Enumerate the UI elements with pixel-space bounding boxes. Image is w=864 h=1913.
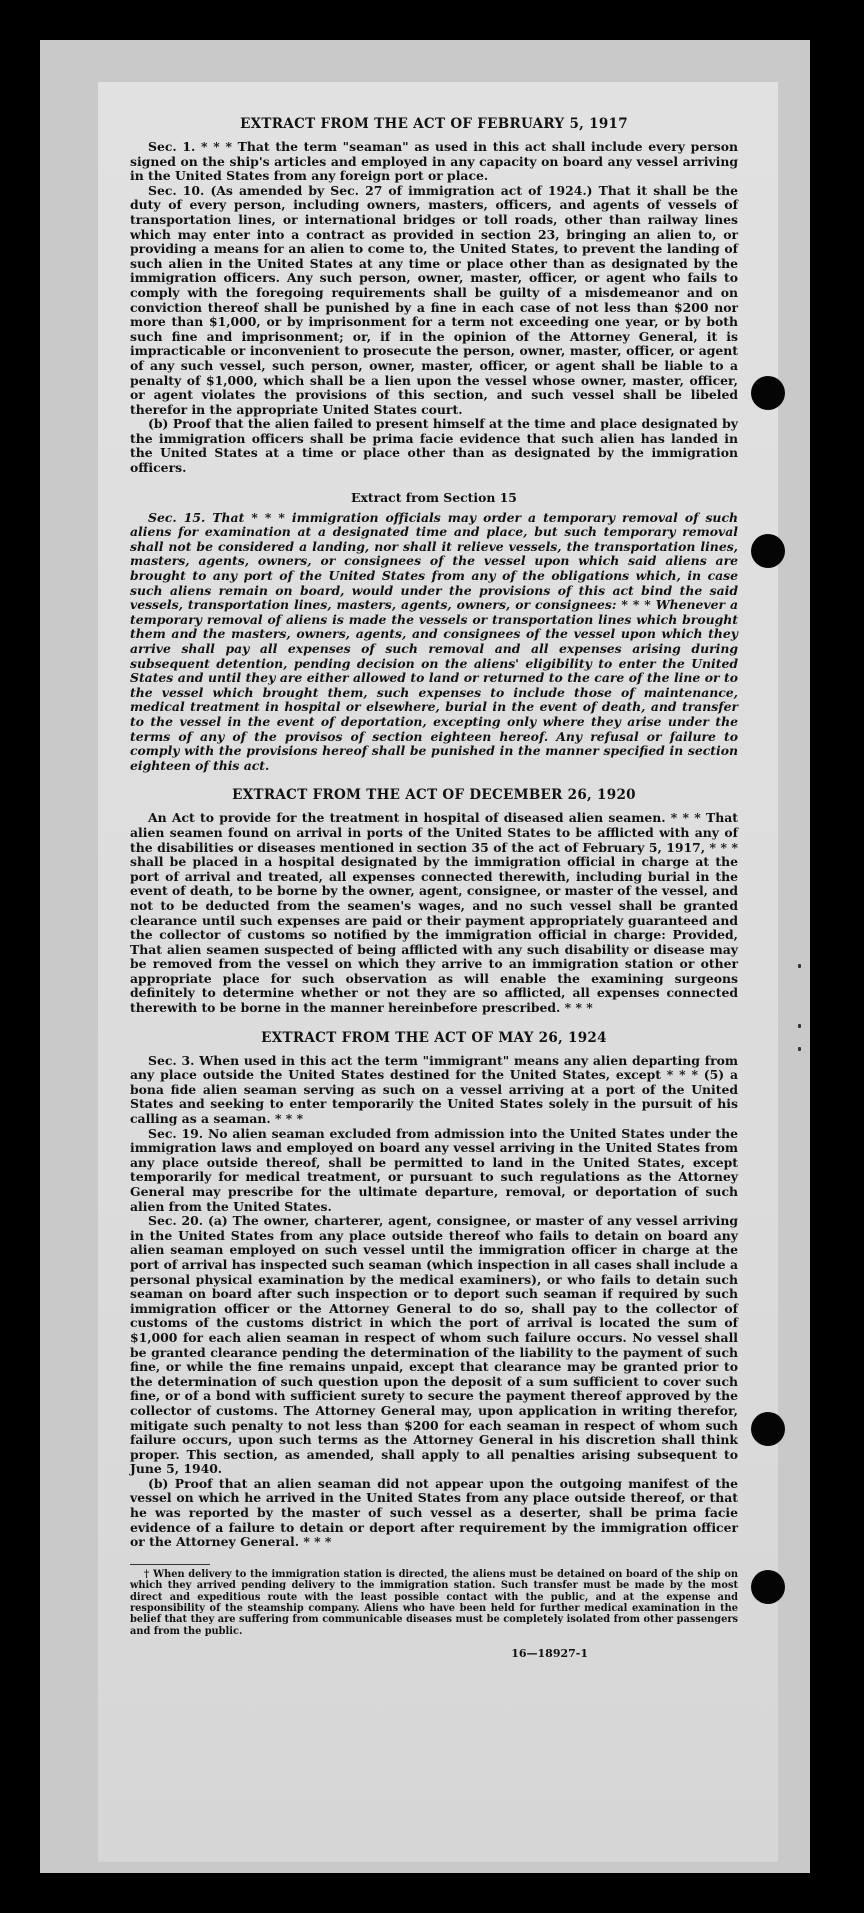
document-page bbox=[98, 82, 778, 1862]
punch-hole-3 bbox=[751, 1412, 785, 1446]
scan-speck-1 bbox=[798, 964, 801, 968]
scan-speck-3 bbox=[798, 1047, 801, 1051]
paragraph-sec-15: Sec. 15. That * * * immigration officials may order a temporary removal of such aliens for examination at a designated time and place, but such temporary removal shall not be considered a landing, nor shall it relieve vessels, the transportation lines, masters, agents, owners, or consignees of the vessel upon which said aliens are brought to any port of the United States from any of the obligations which, in case such aliens remain on board, would under the provisions of this act bind the said vessels, transportation lines, masters, agents, owners, or consignees: * * * Whenever a temporary removal of aliens is made the vessels or transportation lines which brought them and the masters, owners, agents, and consignees of the vessel upon which they arrive shall pay all expenses of such removal and all expenses arising during subsequent detention, pending decision on the aliens' eligibility to enter the United States and until they are either allowed to land or returned to the care of the line or to the vessel which brought them, such expenses to include those of maintenance, medical treatment in hospital or elsewhere, burial in the event of death, and transfer to the vessel in the event of deportation, excepting only where they arise under the terms of any of the provisos of section eighteen hereof. Any refusal or failure to comply with the provisions hereof shall be punished in the manner specified in section eighteen of this act. bbox=[130, 509, 738, 773]
footnote-text: † When delivery to the immigration station is directed, the aliens must be detained on board of the ship on which they arrived pending delivery to the immigration station. Such transfer must be made by the most direct and expeditious route with the least possible contact with the public, and at the expense and responsibility of the steamship company. Aliens who have been held for further medical examination in the belief that they are suffering from communicable diseases must be completely isolated from other passengers and from the public. bbox=[130, 1568, 738, 1637]
form-code: 16—18927-1 bbox=[511, 1647, 588, 1661]
punch-hole-4 bbox=[751, 1570, 785, 1604]
heading-act-1920: EXTRACT FROM THE ACT OF DECEMBER 26, 1920 bbox=[232, 787, 636, 804]
paragraph-act-1920: An Act to provide for the treatment in hospital of diseased alien seamen. * * * That alien seamen found on arrival in ports of the United States to be afflicted with any of the disabilities or diseases mentioned in section 35 of the act of February 5, 1917, * * * shall be placed in a hospital designated by the immigration official in charge at the port of arrival and treated, all expenses connected therewith, including burial in the event of death, to be borne by the owner, agent, consignee, or master of the vessel, and not to be deducted from the seamen's wages, and no such vessel shall be granted clearance until such expenses are paid or their payment appropriately guaranteed and the collector of customs so notified by the immigration official in charge: Provided, That alien seamen suspected of being afflicted with any such disability or disease may be removed from the vessel on which they arrive to an immigration station or other appropriate place for such observation as will enable the examining surgeons definitely to determine whether or not they are so afflicted, all expenses connected therewith to be borne in the manner hereinbefore prescribed. * * * bbox=[130, 810, 738, 1016]
heading-section-15: Extract from Section 15 bbox=[351, 489, 517, 505]
section-extract-15 bbox=[130, 490, 738, 774]
paragraph-sec-20-b: (b) Proof that an alien seaman did not appear upon the outgoing manifest of the vessel on which he arrived in the United States from any place outside thereof, or that he was reported by the master of such vessel as a deserter, shall be prima facie evidence of a failure to detain or deport after requirement by the immigration officer or the Attorney General. * * * bbox=[130, 1475, 738, 1550]
paragraph-sec-19: Sec. 19. No alien seaman excluded from admission into the United States under the immigration laws and employed on board any vessel arriving in the United States from any place outside thereof, shall be permitted to land in the United States, except temporarily for medical treatment, or pursuant to such regulations as the Attorney General may prescribe for the ultimate departure, removal, or deportation of such alien from the United States. bbox=[130, 1125, 738, 1214]
punch-hole-1 bbox=[751, 376, 785, 410]
heading-act-1917: EXTRACT FROM THE ACT OF FEBRUARY 5, 1917 bbox=[240, 116, 628, 132]
section-act-1924 bbox=[130, 1030, 738, 1550]
paragraph-sec-10: Sec. 10. (As amended by Sec. 27 of immigration act of 1924.) That it shall be the duty of every person, including owners, masters, officers, and agents of vessels of transportation lines, or international bridges or toll roads, other than railway lines which may enter into a contract as provided in section 23, bringing an alien to, or providing a means for an alien to come to, the United States, to prevent the landing of such alien in the United States at any time or place other than as designated by the immigration officers. Any such person, owner, master, officer, or agent who fails to comply with the foregoing requirements shall be guilty of a misdemeanor and on conviction thereof shall be punished by a fine in each case of not less than $200 nor more than $1,000, or by imprisonment for a term not exceeding one year, or by both such fine and imprisonment; or, if in the opinion of the Attorney General, it is impracticable or inconvenient to prosecute the person, owner, master, officer, or agent of any such vessel, such person, owner, master, officer, or agent shall be liable to a penalty of $1,000, which shall be a lien upon the vessel whose owner, master, officer, or agent violates the provisions of this section, and such vessel shall be libeled therefor in the appropriate United States court. bbox=[130, 182, 738, 417]
footnote-divider bbox=[130, 1564, 210, 1565]
paragraph-sec-10-b: (b) Proof that the alien failed to present himself at the time and place designated by the immigration officers shall be prima facie evidence that such alien has landed in the United States at a time or place other than as designated by the immigration officers. bbox=[130, 416, 738, 476]
heading-act-1924: EXTRACT FROM THE ACT OF MAY 26, 1924 bbox=[261, 1029, 607, 1046]
punch-hole-2 bbox=[751, 534, 785, 568]
footnote bbox=[130, 1569, 738, 1637]
paragraph-sec-20-a: Sec. 20. (a) The owner, charterer, agent, consignee, or master of any vessel arriving in the United States from any place outside thereof who fails to detain on board any alien seaman employed on such vessel until the immigration officer in charge at the port of arrival has inspected such seaman (which inspection in all cases shall include a personal physical examination by the medical examiners), or who fails to detain such seaman on board after such inspection or to deport such seaman if required by such immigration officer or the Attorney General to do so, shall pay to the collector of customs of the customs district in which the port of arrival is located the sum of $1,000 for each alien seaman in respect of whom such failure occurs. No vessel shall be granted clearance pending the determination of the liability to the payment of such fine, or while the fine remains unpaid, except that clearance may be granted prior to the determination of such question upon the deposit of a sum sufficient to cover such fine, or of a bond with sufficient surety to secure the payment thereof approved by the collector of customs. The Attorney General may, upon application in writing therefor, mitigate such penalty to not less than $200 for each seaman in respect of whom such failure occurs, upon such terms as the Attorney General in his discretion shall think proper. This section, as amended, shall apply to all penalties arising subsequent to June 5, 1940. bbox=[130, 1213, 738, 1477]
section-act-1920 bbox=[130, 787, 738, 1015]
paragraph-sec-3: Sec. 3. When used in this act the term "immigrant" means any alien departing from any place outside the United States destined for the United States, except * * * (5) a bona fide alien seaman serving as such on a vessel arriving at a port of the United States and seeking to enter temporarily the United States solely in the pursuit of his calling as a seaman. * * * bbox=[130, 1052, 738, 1127]
scan-background bbox=[40, 40, 810, 1873]
section-act-1917 bbox=[130, 116, 738, 476]
paragraph-sec-1: Sec. 1. * * * That the term "seaman" as used in this act shall include every person signed on the ship's articles and employed in any capacity on board any vessel arriving in the United States from any foreign port or place. bbox=[130, 139, 738, 184]
scan-speck-2 bbox=[798, 1024, 801, 1028]
